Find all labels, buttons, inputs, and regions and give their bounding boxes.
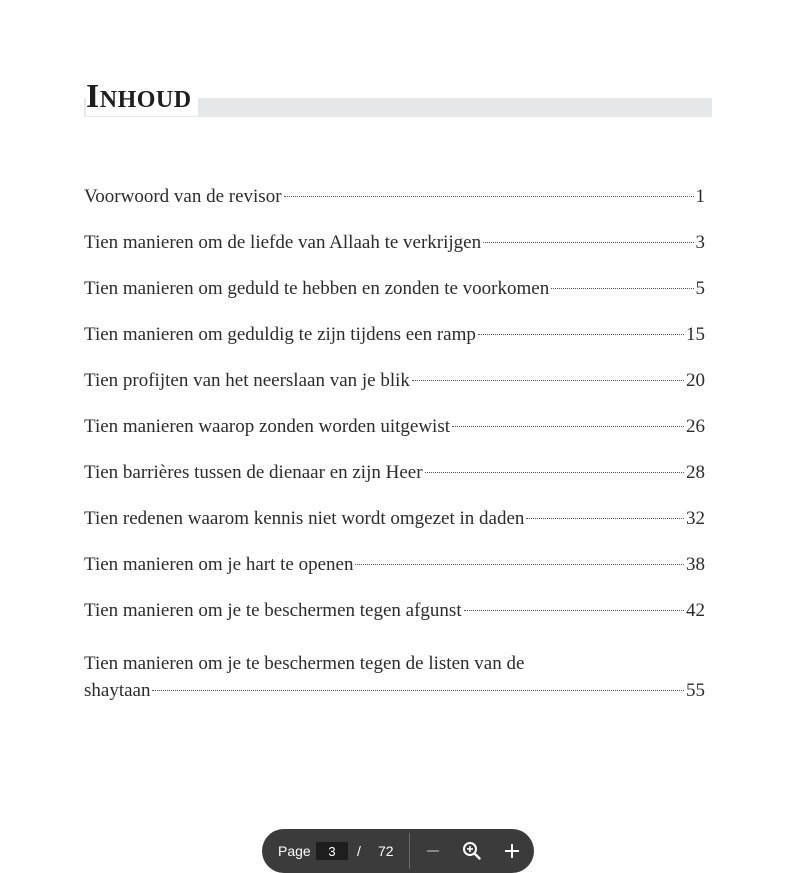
toc-entry-title: Tien profijten van het neerslaan van je blik bbox=[84, 370, 410, 391]
toc-entry[interactable] bbox=[84, 366, 705, 412]
toc-entry-page: 55 bbox=[686, 680, 705, 701]
toc-entry[interactable] bbox=[84, 320, 705, 366]
toc-entry-title: Tien barrières tussen de dienaar en zijn Heer bbox=[84, 462, 423, 483]
total-pages: 72 bbox=[378, 843, 394, 859]
page-heading: Inhoud bbox=[86, 78, 198, 116]
toc-entry-multiline[interactable] bbox=[84, 642, 705, 704]
toc-leader-dots bbox=[478, 334, 684, 335]
toc-entry-page: 15 bbox=[686, 324, 705, 345]
zoom-magnifier-icon bbox=[462, 841, 482, 861]
toc-entry[interactable] bbox=[84, 504, 705, 550]
zoom-out-button[interactable] bbox=[419, 837, 447, 865]
toc-entry-title: Tien manieren om geduldig te zijn tijdens een ramp bbox=[84, 324, 476, 345]
toc-entry-title: Tien manieren om de liefde van Allaah te verkrijgen bbox=[84, 232, 482, 253]
toc-entry-title: Tien manieren om je hart te openen bbox=[84, 554, 354, 575]
toc-leader-dots bbox=[425, 472, 684, 473]
toc-leader-dots bbox=[526, 518, 684, 519]
toc-entry-page: 1 bbox=[695, 186, 705, 207]
toc-entry-page: 42 bbox=[686, 600, 705, 621]
toc-leader-dots bbox=[152, 690, 684, 691]
toc-entry-title: Tien manieren om je te beschermen tegen afgunst bbox=[84, 600, 462, 621]
toc-entry[interactable] bbox=[84, 596, 705, 642]
toc-leader-dots bbox=[355, 564, 684, 565]
toc-entry[interactable] bbox=[84, 412, 705, 458]
toc-entry-page: 28 bbox=[686, 462, 705, 483]
toc-entry[interactable] bbox=[84, 182, 705, 228]
toc-entry-title: Tien manieren om geduld te hebben en zonden te voorkomen bbox=[84, 278, 550, 299]
toc-leader-dots bbox=[284, 196, 694, 197]
toc-entry-title-line1: Tien manieren om je te beschermen tegen de listen van de bbox=[84, 653, 525, 674]
page-label: Page bbox=[278, 843, 311, 859]
heading-block bbox=[84, 78, 712, 120]
toc-entry-page: 26 bbox=[686, 416, 705, 437]
toc-leader-dots bbox=[483, 242, 693, 243]
toc-entry-page: 3 bbox=[695, 232, 705, 253]
page-number-input[interactable] bbox=[316, 842, 348, 860]
toc-leader-dots bbox=[551, 288, 693, 289]
toc-entry[interactable] bbox=[84, 458, 705, 504]
toc-entry-title: Tien redenen waarom kennis niet wordt omgezet in daden bbox=[84, 508, 525, 529]
toc-entry-title: Voorwoord van de revisor bbox=[84, 186, 282, 207]
pdf-viewer-toolbar bbox=[262, 829, 534, 873]
zoom-in-button[interactable] bbox=[498, 837, 526, 865]
toc-entry[interactable] bbox=[84, 550, 705, 596]
toc-entry[interactable] bbox=[84, 228, 705, 274]
zoom-menu-button[interactable] bbox=[458, 837, 486, 865]
toc-entry-title-line2: shaytaan bbox=[84, 680, 151, 701]
plus-icon bbox=[503, 842, 521, 860]
toc-entry-page: 20 bbox=[686, 370, 705, 391]
table-of-contents bbox=[84, 182, 705, 704]
toc-leader-dots bbox=[464, 610, 684, 611]
toc-entry-page: 32 bbox=[686, 508, 705, 529]
minus-icon bbox=[425, 843, 441, 859]
toc-entry-page: 38 bbox=[686, 554, 705, 575]
toc-leader-dots bbox=[452, 426, 684, 427]
toc-entry[interactable] bbox=[84, 274, 705, 320]
page-separator: / bbox=[357, 843, 361, 859]
toc-entry-page: 5 bbox=[695, 278, 705, 299]
toolbar-divider bbox=[409, 833, 410, 869]
toc-leader-dots bbox=[412, 380, 684, 381]
toc-entry-title: Tien manieren waarop zonden worden uitgewist bbox=[84, 416, 451, 437]
